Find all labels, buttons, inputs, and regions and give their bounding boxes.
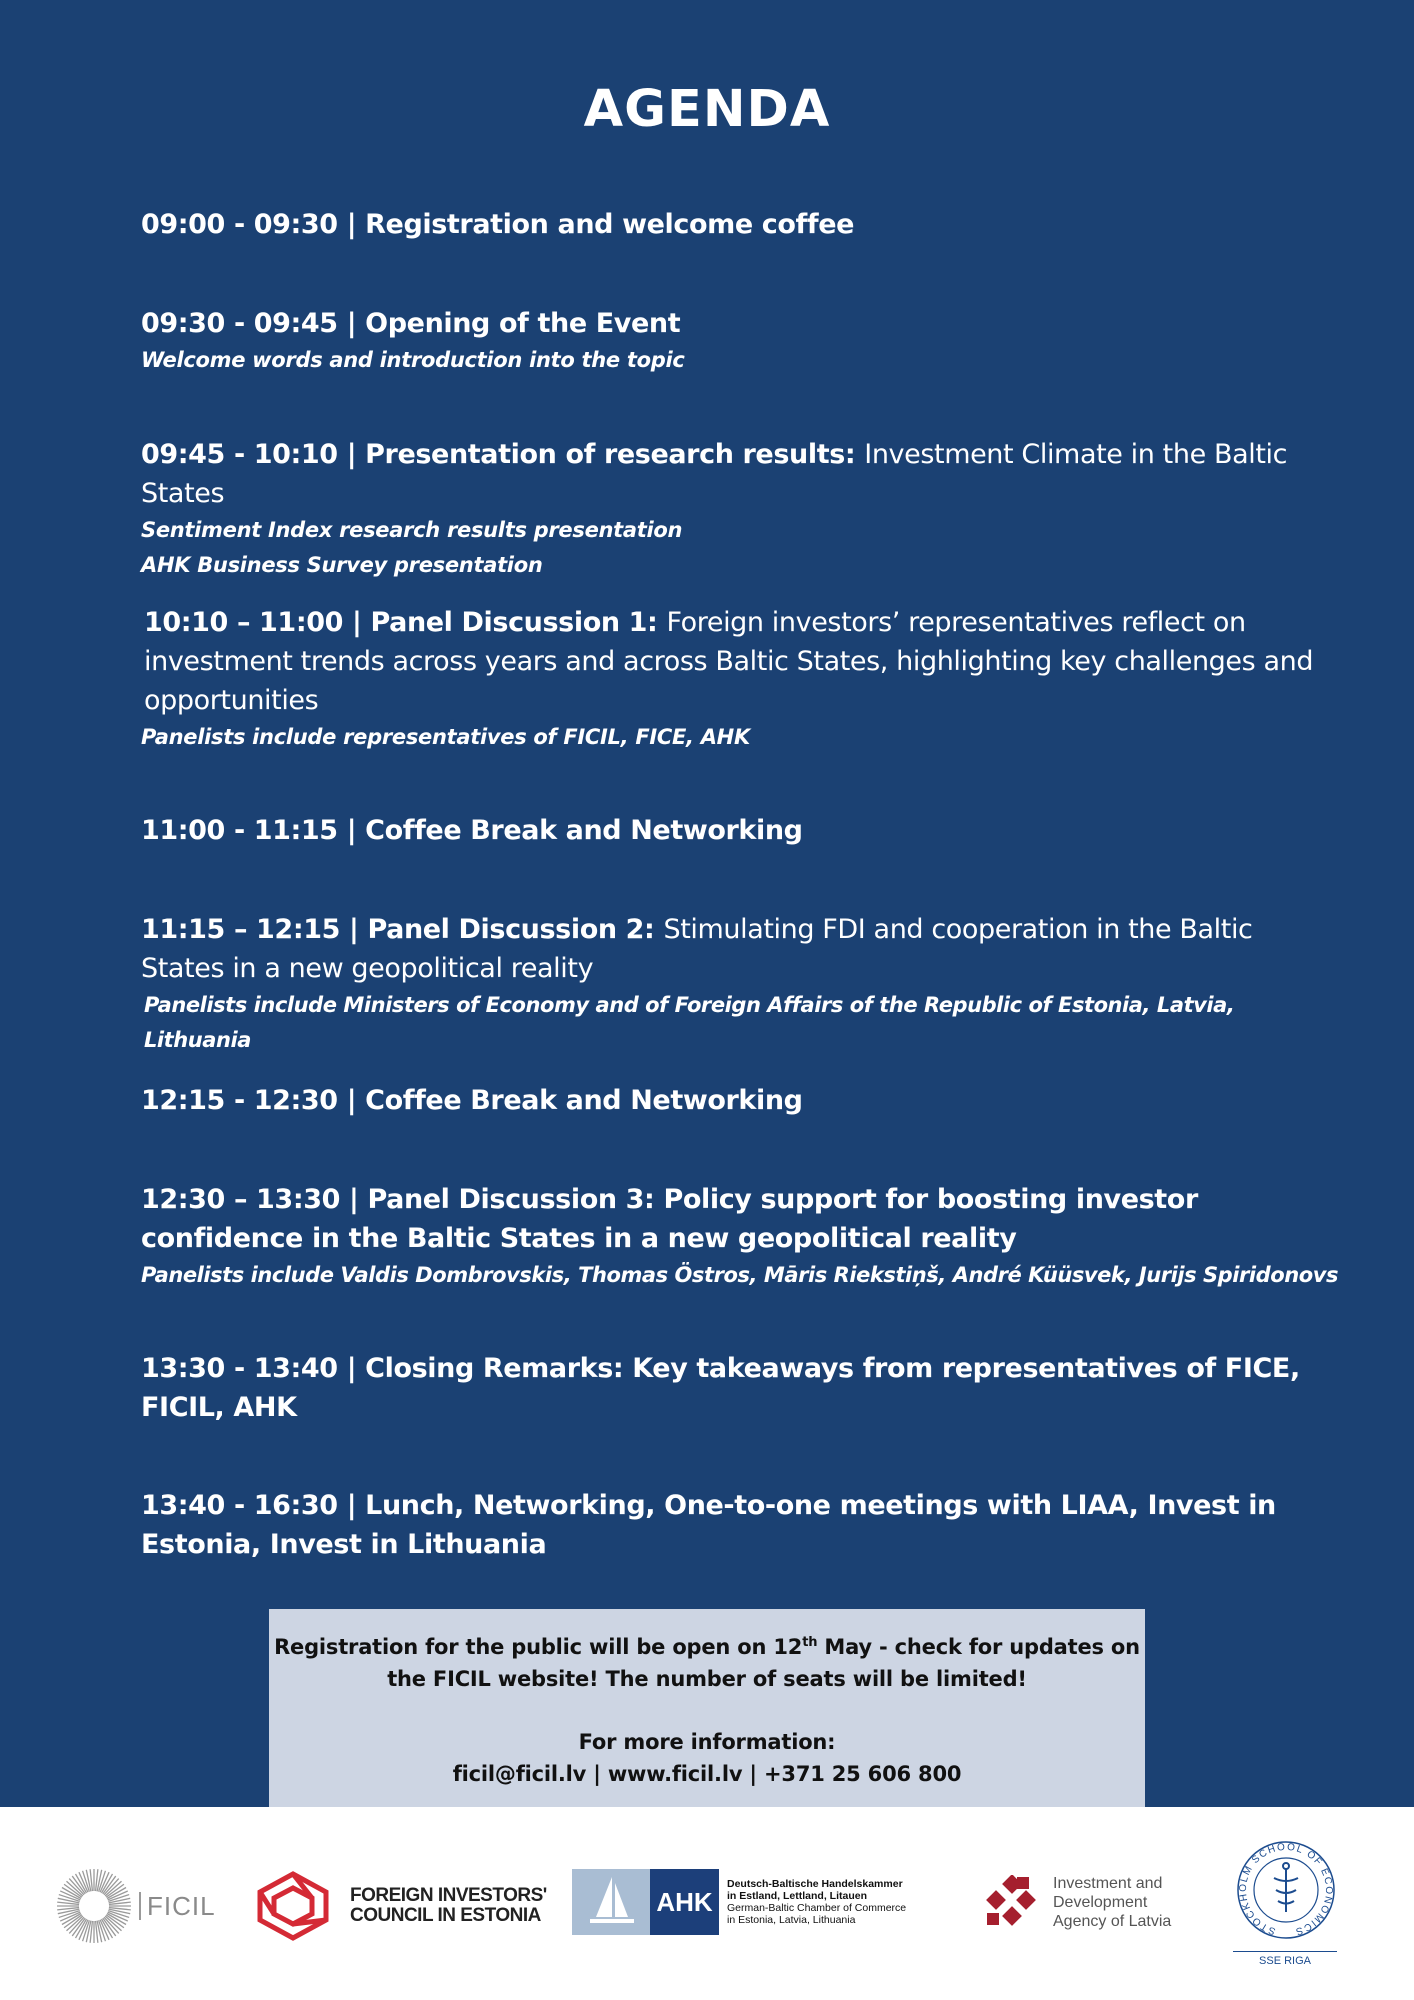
agenda-item-heading: 12:30 – 13:30 | Panel Discussion 3: Policy support for boosting investor confidence in the Baltic States in a new geopolitical reality	[141, 1184, 1198, 1254]
agenda-item-heading: 11:00 - 11:15 | Coffee Break and Networking	[141, 815, 803, 846]
sse-riga-caption: SSE RIGA	[1233, 1951, 1337, 1967]
agenda-label: Opening of the Event	[365, 308, 681, 339]
agenda-time: 12:30 – 13:30	[141, 1184, 340, 1215]
liaa-diamonds-icon	[983, 1875, 1039, 1931]
agenda-description: Investment Climate in the Baltic States	[141, 439, 1288, 509]
agenda-item	[141, 205, 1341, 244]
agenda-item-heading: 13:30 - 13:40 | Closing Remarks: Key takeaways from representatives of FICE, FICIL, AHK	[141, 1353, 1300, 1423]
liaa-wordmark: Investment and Development Agency of Latvia	[1053, 1875, 1172, 1930]
agenda-item	[141, 435, 1341, 583]
page-title: AGENDA	[583, 80, 831, 139]
contact-details[interactable]: ficil@ficil.lv | www.ficil.lv | +371 25 606 800	[452, 1762, 962, 1786]
sailboat-icon	[572, 1869, 650, 1935]
agenda-label: Panel Discussion 2:	[367, 914, 655, 945]
sse-ring-text: STOCKHOLM SCHOOL OF ECONOMICS	[1237, 1841, 1335, 1938]
agenda-label: Registration and welcome coffee	[365, 209, 855, 240]
agenda-label: Panel Discussion 1:	[370, 607, 658, 638]
sunburst-icon	[55, 1867, 133, 1945]
agenda-item	[141, 603, 1344, 755]
registration-notice-line1: Registration for the public will be open on 12th May - check for updates on	[274, 1635, 1140, 1659]
agenda-item-heading: 09:30 - 09:45 | Opening of the Event	[141, 308, 681, 339]
agenda-label: Closing Remarks: Key takeaways from representatives of FICE, FICIL, AHK	[141, 1353, 1300, 1423]
registration-info-box	[269, 1609, 1145, 1807]
sse-seal-icon	[1234, 1838, 1338, 1946]
agenda-label: Coffee Break and Networking	[365, 1085, 803, 1116]
agenda-time: 10:10 – 11:00	[144, 607, 343, 638]
agenda-label: Coffee Break and Networking	[365, 815, 803, 846]
agenda-time: 11:15 – 12:15	[141, 914, 340, 945]
fice-logo	[250, 1868, 547, 1944]
agenda-item	[141, 1486, 1341, 1564]
agenda-item-heading: 11:15 – 12:15 | Panel Discussion 2: Stimulating FDI and cooperation in the Baltic States in a new geopolitical reality	[141, 914, 1253, 984]
agenda-item-heading: 13:40 - 16:30 | Lunch, Networking, One-to-one meetings with LIAA, Invest in Estonia, Invest in Lithuania	[141, 1490, 1276, 1560]
sse-riga-logo	[1234, 1838, 1338, 1946]
agenda-subtitle: Panelists include Valdis Dombrovskis, Thomas Östros, Māris Riekstiņš, André Küüsvek, Jurijs Spiridonovs	[141, 1263, 1338, 1287]
agenda-description: Foreign investors’ representatives reflect on investment trends across years and across Baltic States, highlighting key challenges and opportunities	[144, 607, 1314, 716]
agenda-label: Presentation of research results:	[365, 439, 856, 470]
agenda-description: Stimulating FDI and cooperation in the Baltic States in a new geopolitical reality	[141, 914, 1253, 984]
agenda-item-heading: 09:00 - 09:30 | Registration and welcome coffee	[141, 209, 855, 240]
agenda-time: 13:30 - 13:40	[141, 1353, 338, 1384]
agenda-time: 09:00 - 09:30	[141, 209, 338, 240]
agenda-item	[141, 304, 1341, 378]
agenda-item	[141, 1081, 1341, 1120]
agenda-label: Panel Discussion 3: Policy support for boosting investor confidence in the Baltic States in a new geopolitical reality	[141, 1184, 1198, 1254]
agenda-label: Lunch, Networking, One-to-one meetings with LIAA, Invest in Estonia, Invest in Lithuania	[141, 1490, 1276, 1560]
agenda-item-heading: 12:15 - 12:30 | Coffee Break and Networking	[141, 1085, 803, 1116]
liaa-logo	[983, 1874, 1171, 1931]
agenda-time: 09:45 - 10:10	[141, 439, 338, 470]
ahk-emblem: AHK	[572, 1869, 719, 1935]
fice-wordmark: FOREIGN INVESTORS' COUNCIL IN ESTONIA	[350, 1885, 547, 1926]
agenda-subtitle: Panelists include Ministers of Economy and of Foreign Affairs of the Republic of Estonia, Latvia, Lithuania	[144, 993, 1235, 1052]
agenda-item	[141, 1180, 1341, 1293]
agenda-time: 13:40 - 16:30	[141, 1490, 338, 1521]
agenda-item	[141, 910, 1341, 1058]
ficil-wordmark: FICIL	[147, 1890, 216, 1921]
ahk-wordmark: Deutsch-Baltische Handelskammer in Estland, Lettland, Litauen German-Baltic Chamber of Commerce in Estonia, Latvia, Lithuania	[727, 1878, 907, 1926]
agenda-subtitle: Sentiment Index research results presentation	[141, 518, 683, 542]
registration-notice-line2: the FICIL website! The number of seats will be limited!	[387, 1667, 1027, 1691]
agenda-subtitle: Panelists include representatives of FICIL, FICE, AHK	[141, 725, 750, 749]
agenda-item	[141, 811, 1341, 850]
agenda-time: 12:15 - 12:30	[141, 1085, 338, 1116]
agenda-time: 11:00 - 11:15	[141, 815, 338, 846]
fice-emblem-icon	[250, 1868, 336, 1944]
agenda-item-heading: 10:10 – 11:00 | Panel Discussion 1: Foreign investors’ representatives reflect on investment trends across years and across Baltic States, highlighting key challenges and opportunities	[144, 607, 1314, 716]
agenda-time: 09:30 - 09:45	[141, 308, 338, 339]
agenda-subtitle: Welcome words and introduction into the topic	[141, 348, 685, 372]
ahk-logo	[572, 1869, 906, 1935]
more-info-label: For more information:	[578, 1730, 836, 1754]
agenda-subtitle: AHK Business Survey presentation	[141, 553, 543, 577]
agenda-item	[141, 1349, 1341, 1427]
ficil-logo	[55, 1867, 216, 1945]
agenda-item-heading: 09:45 - 10:10 | Presentation of research results: Investment Climate in the Baltic States	[141, 439, 1288, 509]
